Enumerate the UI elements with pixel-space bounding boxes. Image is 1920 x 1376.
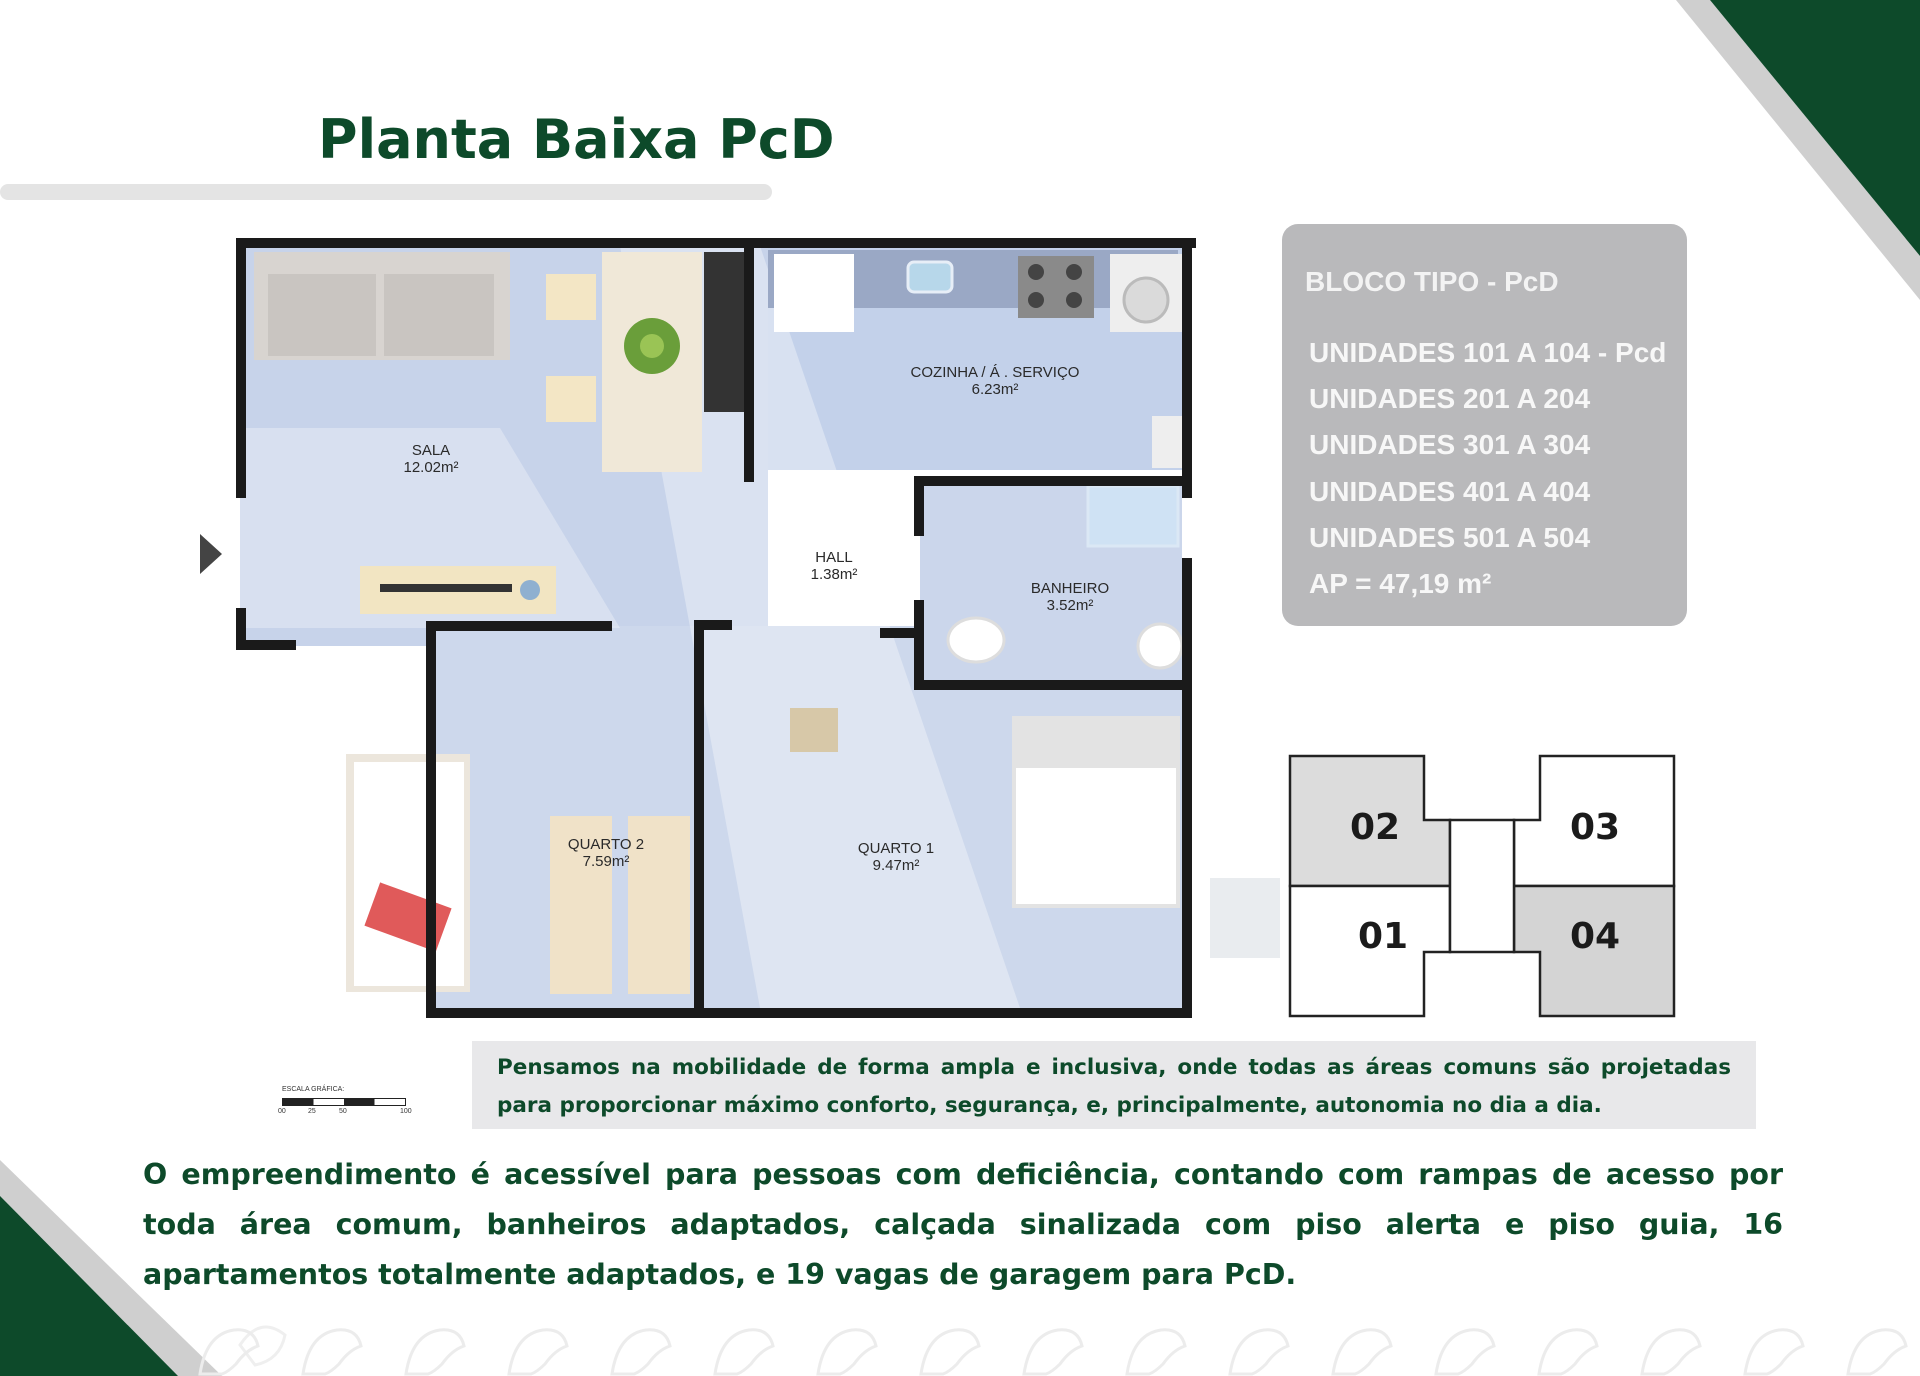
room-label-cozinha	[890, 364, 1100, 398]
watermark-shape	[1539, 1330, 1597, 1374]
info-card-line: UNIDADES 501 A 504	[1309, 522, 1591, 553]
unit-label-03: 03	[1570, 807, 1621, 848]
note-text: Pensamos na mobilidade de forma ampla e inclusiva, onde todas as áreas comuns são projetadas para proporcionar máximo conforto, segurança, e, principalmente, autonomia no dia a dia.	[497, 1055, 1731, 1118]
floor-plan	[200, 228, 1290, 1028]
scale-tick: 100	[400, 1108, 412, 1115]
room-name: BANHEIRO	[1030, 580, 1110, 597]
room-area: 3.52m²	[1046, 597, 1094, 614]
watermark-shape	[509, 1330, 567, 1374]
info-card-line: UNIDADES 101 A 104 - Pcd	[1309, 337, 1667, 368]
watermark-shape	[200, 1330, 258, 1374]
info-card-line: UNIDADES 401 A 404	[1309, 476, 1591, 507]
room-area: 1.38m²	[810, 566, 858, 583]
watermark-shape	[1848, 1330, 1906, 1374]
watermark-shape	[612, 1330, 670, 1374]
room-area: 6.23m²	[971, 381, 1019, 398]
watermark-pattern	[190, 1318, 1920, 1376]
unit-label-04: 04	[1570, 916, 1621, 957]
scale-label: ESCALA GRÁFICA:	[282, 1086, 345, 1093]
watermark-shape	[303, 1330, 361, 1374]
room-area: 7.59m²	[582, 853, 630, 870]
room-name: HALL	[815, 549, 853, 566]
info-card-line: AP = 47,19 m²	[1309, 568, 1492, 599]
scale-tick: 25	[308, 1108, 316, 1115]
room-label-sala	[391, 442, 471, 476]
watermark-shape	[818, 1330, 876, 1374]
watermark-shape	[1333, 1330, 1391, 1374]
watermark-shape	[1642, 1330, 1700, 1374]
watermark-shape	[1127, 1330, 1185, 1374]
info-card-line: UNIDADES 301 A 304	[1309, 429, 1591, 460]
body-paragraph: O empreendimento é acessível para pessoas com deficiência, contando com rampas de acesso por toda área comum, banheiros adaptados, calçada sinalizada com piso alerta e piso guia, 16 apartamentos totalmente adaptados, e 19 vagas de garagem para PcD.	[143, 1158, 1783, 1291]
watermark-shape	[921, 1330, 979, 1374]
page-title: Planta Baixa PcD	[318, 108, 835, 171]
scale-tick: 00	[278, 1108, 286, 1115]
watermark-shape	[1024, 1330, 1082, 1374]
watermark-shape	[1745, 1330, 1803, 1374]
unit-location-map	[1286, 752, 1678, 1020]
info-card-title: BLOCO TIPO - PcD	[1305, 266, 1559, 297]
watermark-shape	[406, 1330, 464, 1374]
unit-label-01: 01	[1358, 916, 1409, 957]
watermark-shape	[1230, 1330, 1288, 1374]
room-label-quarto-2	[556, 836, 656, 870]
room-name: QUARTO 2	[567, 836, 645, 853]
room-area: 9.47m²	[872, 857, 920, 874]
title-underline	[0, 184, 772, 200]
info-card-line: UNIDADES 201 A 204	[1309, 383, 1591, 414]
room-label-quarto-1	[846, 840, 946, 874]
scale-tick: 50	[339, 1108, 347, 1115]
room-name: COZINHA / Á . SERVIÇO	[910, 364, 1080, 381]
scale-bar	[278, 1086, 428, 1126]
room-label-hall	[794, 549, 874, 583]
watermark-shape	[1436, 1330, 1494, 1374]
room-name: SALA	[411, 442, 451, 459]
room-area: 12.02m²	[403, 459, 459, 476]
watermark-shape	[715, 1330, 773, 1374]
room-label-banheiro	[1020, 580, 1120, 614]
unit-label-02: 02	[1350, 807, 1401, 848]
room-name: QUARTO 1	[857, 840, 935, 857]
